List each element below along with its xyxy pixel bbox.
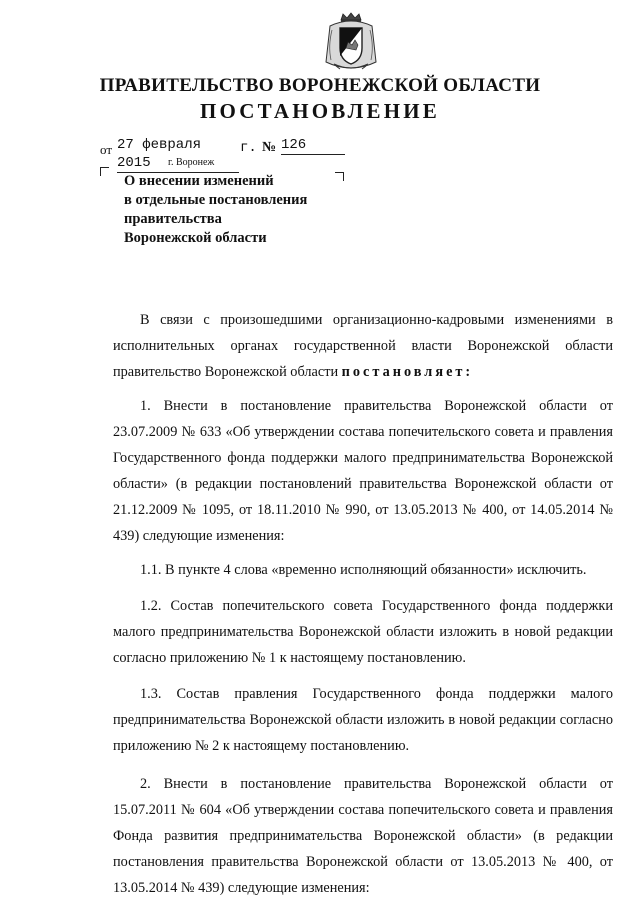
coat-of-arms-emblem	[322, 12, 380, 74]
paragraph-1-3: 1.3. Состав правления Государственного фонда поддержки малого предпринимательства Воронежской области изложить в новой редакции согласно приложению № 2 к настоящему постановлению.	[113, 686, 613, 754]
intro-paragraph	[113, 307, 613, 385]
document-date: 27 февраля 2015	[117, 136, 239, 173]
paragraph-1-1: 1.1. В пункте 4 слова «временно исполняющий обязанности» исключить.	[140, 562, 587, 578]
document-title	[124, 172, 364, 248]
document-body	[113, 307, 613, 901]
document-type: ПОСТАНОВЛЕНИЕ	[199, 99, 441, 123]
year-suffix: г.	[240, 140, 257, 156]
document-number: 126	[281, 136, 345, 155]
document-city: г. Воронеж	[168, 157, 215, 168]
date-prefix: от	[100, 142, 113, 157]
decree-word: постановляет:	[341, 364, 474, 380]
number-label: №	[262, 140, 277, 155]
paragraph-2: 2. Внести в постановление правительства Воронежской области от 15.07.2011 № 604 «Об утверждении состава попечительского совета и правления Фонда развития предпринимательства Воронежской области» (в редакции постановления правительства Воронежской области от 13.05.2013 № 400, от 13.05.2014 № 439) следующие изменения:	[113, 776, 613, 896]
title-line: правительства	[124, 211, 222, 227]
title-line: Воронежской области	[124, 230, 267, 246]
title-line: в отдельные постановления	[124, 192, 308, 208]
paragraph-1: 1. Внести в постановление правительства Воронежской области от 23.07.2009 № 633 «Об утверждении состава попечительского совета и правления Государственного фонда поддержки малого предпринимательства Воронежской области» (в редакции постановлений правительства Воронежской области от 21.12.2009 № 1095, от 18.11.2010 № 990, от 13.05.2013 № 400, от 14.05.2014 № 439) следующие изменения:	[113, 398, 613, 544]
title-line: О внесении изменений	[124, 173, 274, 189]
paragraph-1-2: 1.2. Состав попечительского совета Государственного фонда поддержки малого предпринимательства Воронежской области изложить в новой редакции согласно приложению № 1 к настоящему постановлению.	[113, 598, 613, 666]
intro-text: В связи с произошедшими организационно-кадровыми изменениями в исполнительных органах государственной власти Воронежской области правительство Воронежской области	[113, 312, 613, 380]
organization-name: ПРАВИТЕЛЬСТВО ВОРОНЕЖСКОЙ ОБЛАСТИ	[99, 75, 541, 96]
title-corner-mark-left	[100, 167, 109, 176]
